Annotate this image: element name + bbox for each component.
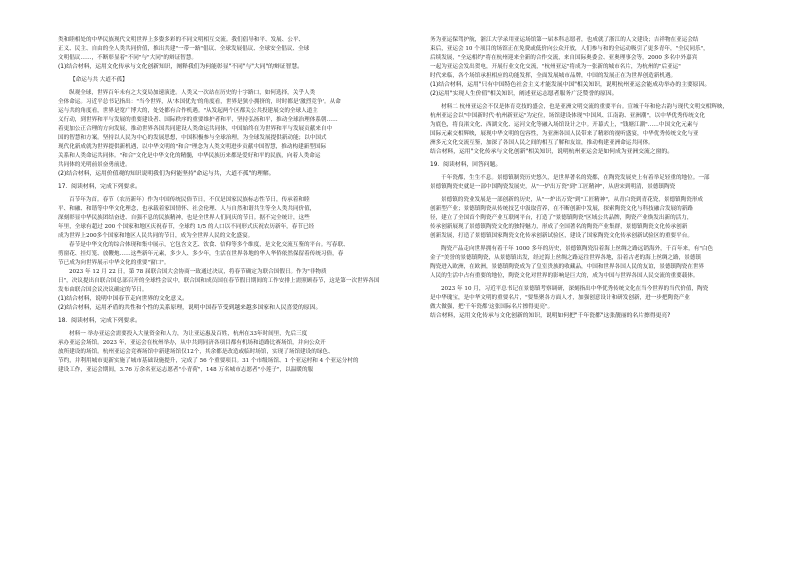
paragraph-line: 类和睦相处的中华民族现代文明世界上多姿多彩的不同文明相互交流。我们倡导和平、发展、公平、 [58, 37, 305, 43]
paragraph-line: 节已成为向世界展示中华文化的重要"窗口"。 [58, 260, 170, 266]
paragraph-line: 做大做强，把'千年瓷都'这张国际名片擦得更亮"。 [430, 304, 554, 310]
paragraph-line: 创新型产业；景德镇陶瓷从传统技艺中汲取营养，在不断创新中发展，探索陶瓷文化与科技融合发展的新路 [430, 206, 693, 212]
paragraph-line: 径，建立了全国首个陶瓷产业互联网平台，打造了"景德镇陶瓷"区域公共品牌，陶瓷产业焕发出新的活力， [430, 215, 693, 221]
paragraph-line: 运与共的角度看，世界是宽广博大的，处处都有合作机遇。"从发起两个区都关公共投建展交的全球人道主 [58, 108, 318, 114]
question-line: 17．阅读材料，完成下列要求。 [58, 184, 141, 190]
paragraph-line: 人民的生活中占有重要的地位，陶瓷文化对世界的影响是巨大的，成为中国与世界各国人民交流的重要载体。 [430, 273, 699, 279]
paragraph-line: 是中华瑰宝，是中华文明的重要名片，"要集聚各方面人才，加强创意设计和研发创新，进一步把陶瓷产业 [430, 295, 690, 301]
paragraph-line: 为底色，将良渚文化、西湖文化、运河文化等融入场馆设计之中。开幕式上，"钱塘江潮"……中国文化元素与 [430, 122, 699, 128]
question-line: 18．阅读材料，完成下列要求。 [58, 318, 141, 324]
paragraph-line: 务为亚运保驾护航，浙江大学录用亚运场馆第一届本科志愿者，也成就了浙江的人文建设；吉祥物在亚运会结 [430, 37, 699, 43]
paragraph-line: 一起为亚运会发出贺电，开展行业文化交流，"杭州亚运"将成为一张新的城市名片，为杭州的"后亚运" [430, 64, 681, 70]
paragraph-line: 传承创新展现了景德镇陶瓷文化的独特魅力，形成了全国著名的陶瓷产业集群，景德镇陶瓷文化传承创新 [430, 224, 688, 230]
paragraph-line: 2023 年 10 月，习近平总书记在景德镇考察调研，深刻指出中华优秀传统文化在当今世界的当代价值，陶瓷 [441, 286, 709, 292]
right-column [430, 36, 777, 321]
paragraph-line: 成为世界上200多个国家和地区人民共同的节日，成为全世界人民的文化盛宴。 [58, 233, 254, 239]
paragraph-line: 后续发展，"全运相约"将在杭州迎来全新的合作交流，来自国际奥委会、亚奥理事会等，2000 多名中外嘉宾 [430, 55, 698, 61]
question-line: (1)结合材料，运用"只有中国特色社会主义才能发展中国"相关知识，说明杭州亚运会能成功举办的主要原因。 [430, 82, 711, 88]
paragraph-line: 纵观全球，世界百年未有之大变局加速演进。人类又一次站在历史的十字路口，如何选择，关乎人类 [69, 90, 316, 96]
paragraph-line: 国际元素交相辉映，展现中华文明的包容性，为亚洲各国人民带来了精彩的视听盛宴，中华优秀传统文化与亚 [430, 131, 699, 137]
paragraph-line: 陶瓷产品走向世界拥有着千年 1000 多年的历史，景德镇陶瓷沿着海上丝绸之路远销海外，千百年来，有"白色 [441, 246, 714, 252]
paragraph-line: 放所建设的场馆。杭州亚运会竞赛场馆中新建场馆仅12个，其余都是改造或临时场馆，实现了场馆建设的绿色、 [58, 349, 334, 355]
paragraph-line: 春节是中华文化的综合体现和集中展示，它包含文艺、饮食、信仰等多个维度，是文化交流互鉴的平台。写春联、 [69, 242, 349, 248]
question-line: 结合材料，运用文化传承与文化创新的知识，说明如何把"千年瓷都"这张靓丽的名片擦得更亮? [430, 313, 671, 319]
paragraph-line: 正义、民主、自由的全人类共同价值，推出共建"一带一路"倡议、全球发展倡议、全球安全倡议、全球 [58, 46, 310, 52]
paragraph-line: 现代化新成就为世界提供新机遇，以中华文明的"和合"理念为人类文明进步贡献中国智慧，推动构建新型国际 [58, 144, 327, 150]
paragraph-line: 义行动，到世界和平与发展的重要建设者、国际秩序的重要维护者和平，坚持弘扬和平，推动全球治理体系朝…… [58, 117, 338, 123]
paragraph-line: 剪窗花、挂灯笼、放鞭炮……这些新年元素，多少人、多少年，生活在世界各地的华人华侨依然保留着传统习俗，春 [58, 251, 344, 257]
question-line: (2)运用"实现人生价值"相关知识，阐述亚运志愿者服务广泛赞誉的原因。 [430, 91, 618, 97]
paragraph-line: 全体命运。习近平总书记指出："当今世界，从'本国优先'的角度看，世界是狭小拥挤的，时时都是'激烈竞争'。从命 [58, 99, 341, 105]
paragraph-line: 文明倡议……，不断彰显着"不同"与"大同"的辩证智慧。 [58, 55, 197, 61]
paragraph-line: 年里，全球有超过 200 个国家和地区庆祝春节，全球约 1/5 的人口以不同形式庆祝农历新年，春节已经 [58, 224, 315, 230]
paragraph-line: 时代来临，各个场馆承担相应的功能发挥，全面发展城市品牌，中国的发展正在为世界创造新机遇。 [430, 73, 677, 79]
question-line: (1)结合材料，运用文化传承与文化创新知识，阐释我们为何能彰显"不同"与"大同"的辩证智慧。 [58, 64, 303, 70]
paragraph-line: 洲多元文化交流互鉴，加深了各国人民之间的相互了解和友谊，推动构建亚洲命运共同体。 [430, 140, 654, 146]
paragraph-line: 2023 年 12 月 22 日，第 78 届联合国大会协商一致通过决议，将春节确定为联合国假日。作为"非物质 [69, 269, 327, 275]
paragraph-line: 景德镇的瓷业发展是一部创新的历史，从"一炉出万瓷"到"工匠精神"，从青白瓷到青花瓷，景德镇陶瓷形成 [441, 197, 704, 203]
question-line: (1)结合材料，说明中国春节走向世界的文化意义。 [58, 296, 188, 302]
paragraph-line: 陶瓷进入欧洲，在欧洲，景德镇陶瓷成为了皇室贵族的收藏品，中国和世界各国人民的友谊，景德镇陶瓷在世界 [430, 264, 705, 270]
section-heading: 【命运与共 大道不孤】 [70, 77, 128, 83]
paragraph-line: 承办亚运会场馆。2023 年，亚运会在杭州举办，从中共到同济各项目都有机场和道路比赛场馆，并向公众开 [58, 340, 326, 346]
paragraph-line: 国的智慧和方案。坚持以人民为中心的发展思想，中国积极参与全球治理，为全球发展提供新动能；以中国式 [58, 135, 327, 141]
paragraph-line: 平、和融、和谐等中华文化理念，也承载着家国情怀、社会伦理、人与自然和谐共生等全人类共同价值， [58, 206, 316, 212]
left-column [58, 36, 405, 375]
paragraph-line: 金子"美誉的景德镇陶瓷，从景德镇出发，经过海上丝绸之路运往世界各地，沿着古老的海上丝绸之路，景德镇 [430, 255, 702, 261]
paragraph-line: 节约，并利用城市更新实施了城市基础设施提升，完成了 56 个重要项目。31 个市级场馆、1 个亚运村和 4 个亚运分村的 [58, 358, 359, 364]
paragraph-line: 深刻彰显中华民族团结奋进、自强不息的民族精神，也是全世界人们同庆的节日。据不完全统计，这些 [58, 215, 310, 221]
paragraph-line: 材料二 杭州亚运会不仅是体育竞技的盛会，也是亚洲文明交流的重要平台。宣城千年和伦古韵与现代文明交相辉映， [441, 104, 729, 110]
paragraph-line: 创新发展，打造了景德镇国家陶瓷文化传承创新试验区，建设了国家陶瓷文化传承创新试验区的重要平台。 [430, 233, 693, 239]
paragraph-line: 百节年为首。春节（农历新年）作为中国传统民俗节日，不仅是国家民族标志性节日，传承着和睦 [69, 197, 310, 203]
paragraph-line: 杭州亚运会以"中国新时代·杭州新亚运"为定位，场馆建设体现"中国风、江南韵、亚洲潮"，以中华优秀传统文化 [430, 113, 705, 119]
paragraph-line: 共同体的光明前景奋勇前进。 [58, 162, 131, 168]
paragraph-line: 日"，决议提出自联合国总部召开的全球性会议中，联合国和成员国在春节假日期间的工作安排上需照顾春节，这是第一次世界各国 [58, 278, 380, 284]
paragraph-line: 建设工作，亚运会期间，3.76 万余名亚运志愿者"小青荷"，148 万名城市志愿者"小莲子"，以温暖的服 [58, 367, 314, 373]
paragraph-line: 景德镇陶瓷史就是一部中国陶瓷发展史，从"一炉出万瓷"到"工匠精神"，从唐宋到明清，景德镇陶瓷 [430, 184, 676, 190]
question-line: 19．阅读材料，回答问题。 [430, 162, 502, 168]
paragraph-line: 着更加公正合理的方向发展，推动世界各国共同建设人类命运共同体，中国始终在为世界和平与发展贡献来自中 [58, 126, 333, 132]
paragraph-line: 材料一 举办亚运会需要投入大量资金和人力，为让亚运惠及百姓，杭州在33年时间里，先后三度 [69, 331, 308, 337]
paragraph-line: 关系和人类命运共同体。"和合"文化是中华文化的精髓，中华民族历来都是爱好和平的民族，向着人类命运 [58, 153, 321, 159]
paragraph-line: 千年瓷都，生生不息。景德镇制瓷历史悠久，是世界著名的瓷都，在陶瓷发展史上有着举足轻重的地位。一部 [441, 175, 710, 181]
question-line: 结合材料，运用"文化传承与文化创新"相关知识，说明杭州亚运会是如何成为亚洲交流之窗的。 [430, 149, 674, 155]
paragraph-line: 束后，亚运会 10 个项目的场馆正在免费或低价向公众开放，人们参与和的全运动吸引了更多青年，"全民同乐"， [430, 46, 709, 52]
question-line: (2)结合材料，运用价值观的知识说明我们为何能坚持"命运与共，大道不孤"的理解。 [58, 171, 275, 177]
paragraph-line: 发布由联合国会议决议确定的节日。 [58, 287, 148, 293]
question-line: (2)结合材料，运用矛盾的共性和个性的关系原理，说明中国春节受到越来越多国家和人民喜爱的原因。 [58, 305, 322, 311]
